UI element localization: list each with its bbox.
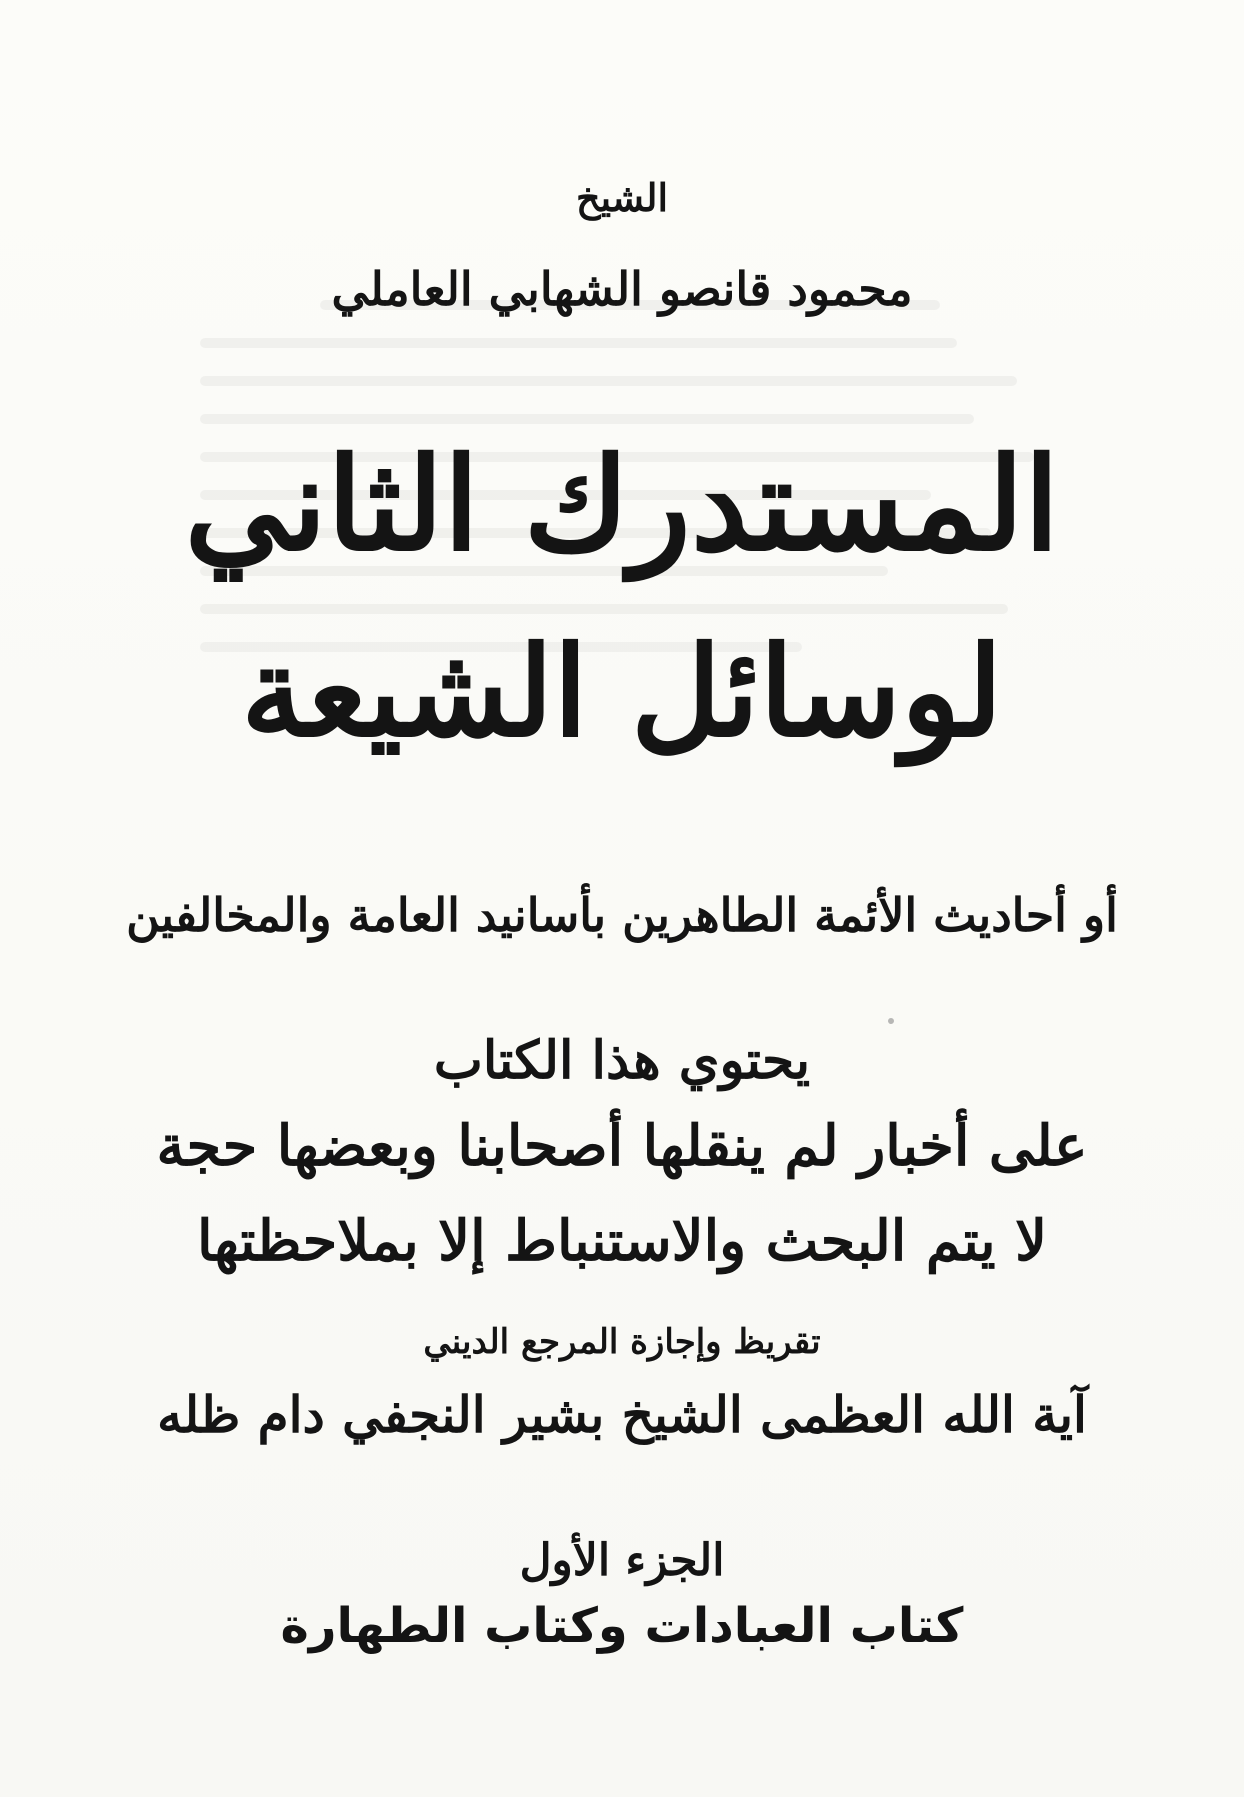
book-title-line-1: المستدرك الثاني (184, 430, 1060, 580)
description-line-1: على أخبار لم ينقلها أصحابنا وبعضها حجة (156, 1113, 1088, 1179)
endorsement-authority: آية الله العظمى الشيخ بشير النجفي دام ظله (157, 1385, 1087, 1444)
volume-content: كتاب العبادات وكتاب الطهارة (280, 1598, 964, 1654)
description-intro: يحتوي هذا الكتاب (433, 1030, 811, 1091)
book-title-line-2: لوسائل الشيعة (241, 620, 1003, 765)
author-name: محمود قانصو الشهابي العاملي (331, 262, 913, 316)
book-subtitle: أو أحاديث الأئمة الطاهرين بأسانيد العامة والمخالفين (126, 888, 1118, 942)
paper-speck (888, 1018, 894, 1024)
author-title-prefix: الشيخ (575, 175, 669, 220)
endorsement-label: تقريظ وإجازة المرجع الديني (423, 1322, 821, 1362)
volume-label: الجزء الأول (519, 1535, 725, 1586)
description-line-2: لا يتم البحث والاستنباط إلا بملاحظتها (196, 1208, 1048, 1274)
